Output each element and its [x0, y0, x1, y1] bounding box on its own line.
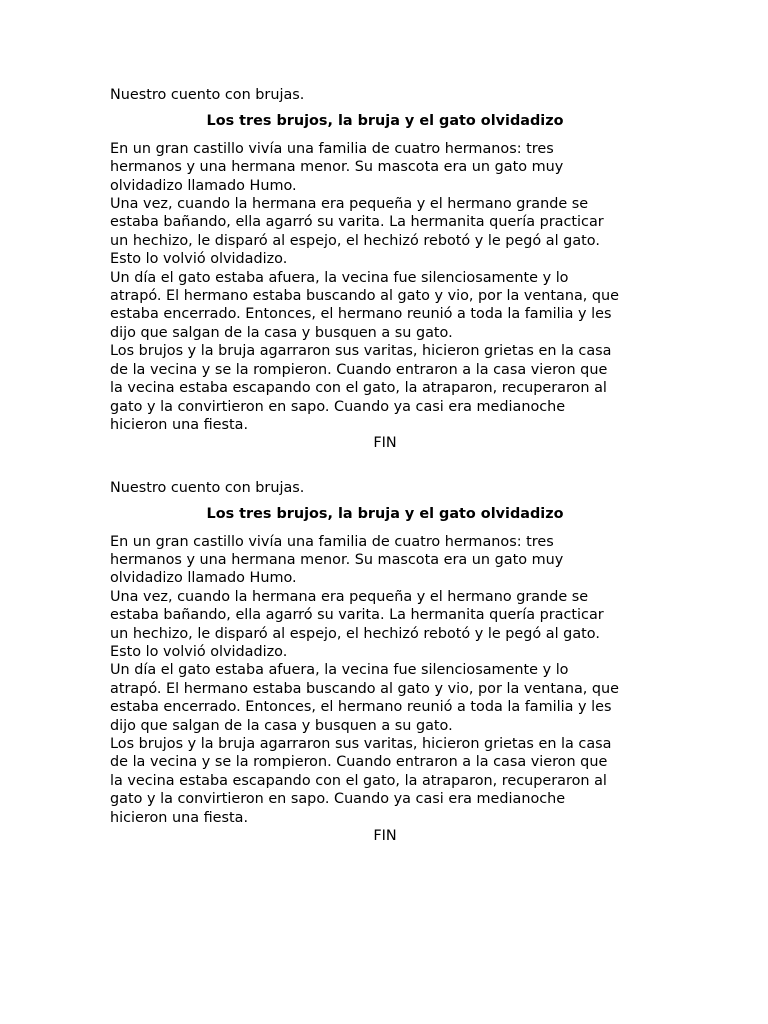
paragraph-line: En un gran castillo vivía una familia de cuatro hermanos: tres [110, 140, 554, 157]
story-block [110, 86, 660, 453]
paragraph-line: estaba encerrado. Entonces, el hermano reunió a toda la familia y les [110, 699, 612, 716]
paragraph-line: estaba bañando, ella agarró su varita. La hermanita quería practicar [110, 214, 604, 231]
story-block [110, 479, 660, 846]
paragraph-line: dijo que salgan de la casa y busquen a su gato. [110, 324, 453, 341]
paragraph-line: la vecina estaba escapando con el gato, la atraparon, recuperaron al [110, 772, 607, 789]
story-paragraph [110, 269, 660, 343]
paragraph-line: hicieron una fiesta. [110, 809, 249, 826]
paragraph-line: Esto lo volvió olvidadizo. [110, 251, 288, 268]
story-paragraph [110, 735, 660, 827]
story-paragraph [110, 533, 660, 588]
document-page [110, 86, 660, 845]
stories-container [110, 86, 660, 845]
paragraph-line: Un día el gato estaba afuera, la vecina fue silenciosamente y lo [110, 269, 569, 286]
paragraph-line: atrapó. El hermano estaba buscando al gato y vio, por la ventana, que [110, 288, 620, 305]
story-title: Los tres brujos, la bruja y el gato olvidadizo [206, 113, 564, 130]
paragraph-line: Esto lo volvió olvidadizo. [110, 643, 288, 660]
paragraph-line: atrapó. El hermano estaba buscando al gato y vio, por la ventana, que [110, 680, 620, 697]
paragraph-line: la vecina estaba escapando con el gato, la atraparon, recuperaron al [110, 380, 607, 397]
paragraph-line: hermanos y una hermana menor. Su mascota era un gato muy [110, 551, 564, 568]
story-paragraph [110, 342, 660, 434]
paragraph-line: gato y la convirtieron en sapo. Cuando ya casi era medianoche [110, 398, 566, 415]
paragraph-line: estaba encerrado. Entonces, el hermano reunió a toda la familia y les [110, 306, 612, 323]
story-ending: FIN [373, 828, 397, 845]
story-ending: FIN [373, 435, 397, 452]
paragraph-line: Los brujos y la bruja agarraron sus varitas, hicieron grietas en la casa [110, 736, 612, 752]
paragraph-line: un hechizo, le disparó al espejo, el hechizó rebotó y le pegó al gato. [110, 625, 600, 642]
paragraph-line: Una vez, cuando la hermana era pequeña y el hermano grande se [110, 588, 589, 605]
paragraph-line: dijo que salgan de la casa y busquen a su gato. [110, 717, 453, 734]
paragraph-line: En un gran castillo vivía una familia de cuatro hermanos: tres [110, 533, 554, 550]
paragraph-line: Una vez, cuando la hermana era pequeña y el hermano grande se [110, 196, 589, 213]
paragraph-line: hicieron una fiesta. [110, 416, 249, 433]
paragraph-line: gato y la convirtieron en sapo. Cuando ya casi era medianoche [110, 791, 566, 808]
story-paragraph [110, 661, 660, 735]
paragraph-line: un hechizo, le disparó al espejo, el hechizó rebotó y le pegó al gato. [110, 232, 600, 249]
story-paragraph [110, 140, 660, 195]
paragraph-line: Los brujos y la bruja agarraron sus varitas, hicieron grietas en la casa [110, 343, 612, 360]
paragraph-line: estaba bañando, ella agarró su varita. La hermanita quería practicar [110, 607, 604, 624]
story-intro: Nuestro cuento con brujas. [110, 479, 305, 496]
story-paragraph [110, 195, 660, 269]
story-paragraph [110, 588, 660, 662]
paragraph-line: hermanos y una hermana menor. Su mascota era un gato muy [110, 159, 564, 176]
story-intro: Nuestro cuento con brujas. [110, 87, 305, 103]
paragraph-line: olvidadizo llamado Humo. [110, 570, 297, 587]
paragraph-line: de la vecina y se la rompieron. Cuando entraron a la casa vieron que [110, 754, 608, 771]
paragraph-line: Un día el gato estaba afuera, la vecina fue silenciosamente y lo [110, 662, 569, 679]
paragraph-line: de la vecina y se la rompieron. Cuando entraron a la casa vieron que [110, 361, 608, 378]
story-title: Los tres brujos, la bruja y el gato olvidadizo [206, 506, 564, 523]
paragraph-line: olvidadizo llamado Humo. [110, 177, 297, 194]
